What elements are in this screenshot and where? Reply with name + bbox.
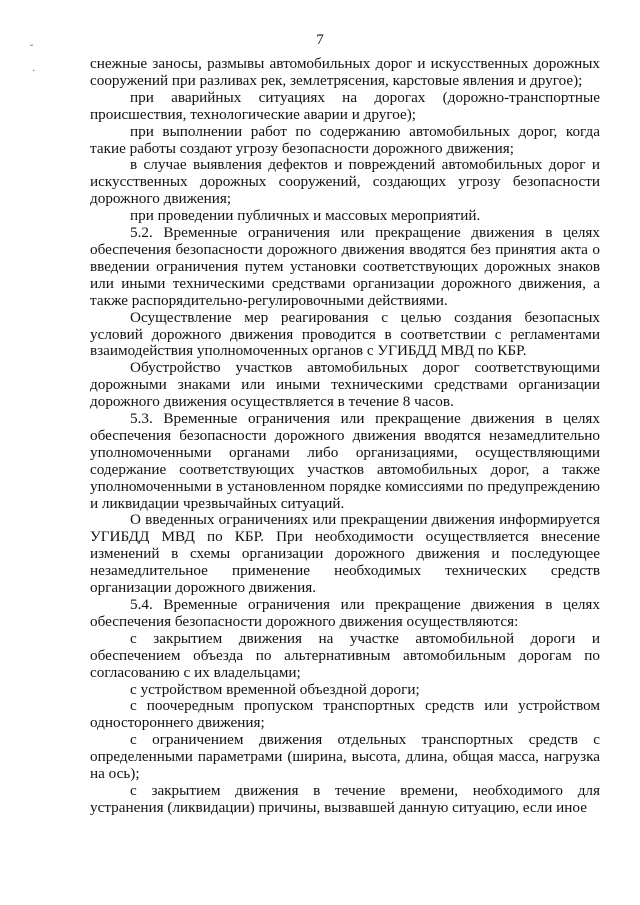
paragraph: с поочередным пропуском транспортных средств или устройством одностороннего движения; xyxy=(90,697,600,732)
paragraph: Обустройство участков автомобильных дорог соответствующими дорожными знаками или иными техническими средствами организации дорожного движения осуществляется в течение 8 часов. xyxy=(90,359,600,411)
paragraph: О введенных ограничениях или прекращении движения информируется УГИБДД МВД по КБР. При необходимости осуществляется внесение изменений в схемы организации дорожного движения и последующее незамедлительное применение необходимых технических средств организации дорожного движения. xyxy=(90,511,600,597)
paragraph: с закрытием движения в течение времени, необходимого для устранения (ликвидации) причины, вызвавшей данную ситуацию, если иное xyxy=(90,781,600,816)
paragraph: Осуществление мер реагирования с целью создания безопасных условий дорожного движения проводится в соответствии с регламентами взаимодействия уполномоченных органов с УГИБДД МВД по КБР. xyxy=(90,308,600,360)
paragraph: снежные заносы, размывы автомобильных дорог и искусственных дорожных сооружений при разливах рек, землетрясения, карстовые явления и другое); xyxy=(90,55,600,89)
document-body xyxy=(90,56,600,817)
paragraph: с закрытием движения на участке автомобильной дороги и обеспечением объезда по альтернативным автомобильным дорогам по согласованию с их владельцами; xyxy=(90,629,600,681)
paragraph: в случае выявления дефектов и повреждений автомобильных дорог и искусственных дорожных сооружений, создающих угрозу безопасности дорожного движения; xyxy=(90,156,600,208)
paragraph: 5.3. Временные ограничения или прекращение движения в целях обеспечения безопасности дорожного движения вводятся незамедлительно уполномоченными органами либо организациями, осуществляющими содержание соответствующих участков автомобильных дорог, а также уполномоченными в установленном порядке комиссиями по предупреждению и ликвидации чрезвычайных ситуаций. xyxy=(90,410,600,512)
paragraph: при проведении публичных и массовых мероприятий. xyxy=(130,207,481,225)
paragraph: 5.2. Временные ограничения или прекращение движения в целях обеспечения безопасности дорожного движения вводятся без принятия акта о введении ограничения путем установки соответствующих дорожных знаков или иными техническими средствами организации дорожного движения, а также распорядительно-регулировочными действиями. xyxy=(90,224,600,309)
margin-mark: · xyxy=(32,66,36,77)
paragraph: при выполнении работ по содержанию автомобильных дорог, когда такие работы создают угрозу безопасности дорожного движения; xyxy=(90,122,600,157)
paragraph: 5.4. Временные ограничения или прекращение движения в целях обеспечения безопасности дорожного движения осуществляются: xyxy=(90,596,600,630)
paragraph: при аварийных ситуациях на дорогах (дорожно-транспортные происшествия, технологические аварии и другое); xyxy=(90,88,600,123)
page-number: 7 xyxy=(316,32,324,48)
margin-mark: ˇ xyxy=(30,44,34,55)
paragraph: с ограничением движения отдельных транспортных средств с определенными параметрами (ширина, высота, длина, общая масса, нагрузка на ось); xyxy=(90,731,600,783)
paragraph: с устройством временной объездной дороги; xyxy=(130,680,420,698)
